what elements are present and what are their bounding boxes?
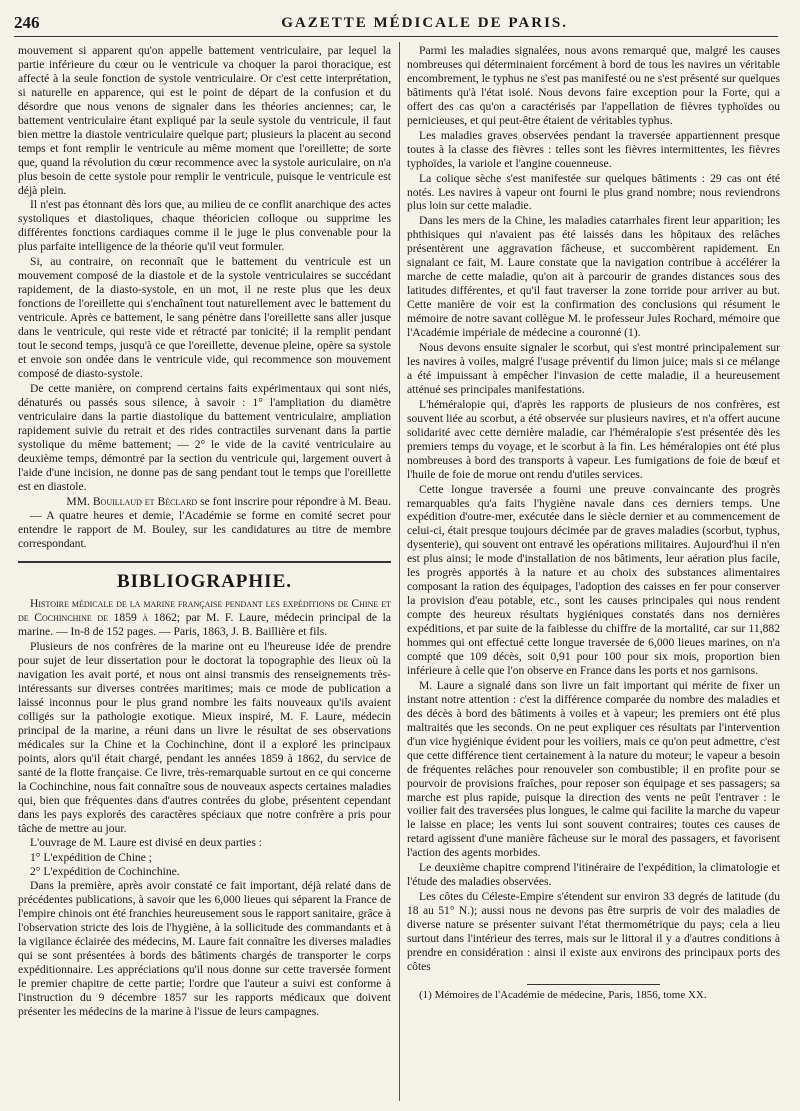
- page-number: 246: [14, 13, 40, 32]
- book-details: par M. F. Laure, médecin principal de la marine. — In-8 de 152 pages. — Paris, 1863, J. B. Baillière et fils.: [18, 611, 391, 639]
- list-item: 2° L'expédition de Cochinchine.: [30, 865, 180, 879]
- paragraph: Parmi les maladies signalées, nous avons remarqué que, malgré les causes nombreuses qui déterminaient forcément à bord de tous les navires un véritable encombrement, le typhus ne s'est pas manifesté ou ne s'est présenté sur quelques bâtiments qu'à l'état isolé. Nous devons faire exception pour la Forte, qui a offert des cas qu'on a caractérisés par l'appellation de fièvres typhoïdes ou pernicieuses, et qui peut-être étaient de véritables typhus.: [407, 44, 780, 127]
- paragraph: Si, au contraire, on reconnaît que le battement du ventricule est un mouvement composé de la diastole et de la systole ventriculaires se succédant rapidement, de la diasto-systole, en un mot, il ne reste plus que les deux fonctions de l'oreillette qui s'enchaînent tout naturellement avec le battement du ventricule. Après ce battement, le sang pénètre dans l'oreillette sans aller jusque dans le ventricule, qui reste vide et rétracté par tonicité; il la remplit pendant tout le second temps, jusqu'à ce que l'oreillette, devenue pleine, opère sa systole et envoie son ondée dans le ventricule vide, qui recommence son mouvement composé de diasto-systole.: [18, 255, 391, 380]
- page-header: [14, 10, 778, 37]
- paragraph: L'ouvrage de M. Laure est divisé en deux parties :: [30, 836, 262, 850]
- paragraph: Les maladies graves observées pendant la traversée appartiennent presque toutes à la classe des fièvres : telles sont les fièvres intermittentes, les fièvres typhoïdes, la variole et l'angine couenneuse.: [407, 128, 780, 170]
- footnote: (1) Mémoires de l'Académie de médecine, Paris, 1856, tome XX.: [419, 988, 707, 1001]
- paragraph: Dans les mers de la Chine, les maladies catarrhales firent leur apparition; les phthisiques qui n'avaient pas été laissés dans les hôpitaux des relâches présentèrent une aggravation fâcheuse, et succombèrent rapidement. En signalant ce fait, M. Laure constate que la navigation contribue à accélérer la marche de cette maladie, qu'on ait à parcourir de grandes distances sous des latitudes différentes, et qu'il faut traverser la zone torride pour arriver au but. Cette manière de voir est la confirmation des conclusions qui résument le mémoire de notre savant collègue M. le professeur Jules Rochard, mémoire que l'Académie impériale de médecine a couronné (1).: [407, 214, 780, 340]
- paragraph: Les côtes du Céleste-Empire s'étendent sur environ 33 degrés de latitude (du 18 au 51° N.); aussi nous ne devons pas être surpris de voir des maladies de diverse nature se présenter suivant l'état thermométrique du pays; cela a lieu surtout dans l'intérieur des terres, mais sur le littoral il y a d'autres conditions à prendre en considération : ainsi il existe aux environs des principaux ports des côtes: [407, 890, 780, 973]
- academy-signature: [18, 495, 391, 509]
- list-item: 1° L'expédition de Chine ;: [30, 851, 152, 865]
- paragraph: L'héméralopie qui, d'après les rapports de plusieurs de nos confrères, est souvent liée au scorbut, a été observée sur plusieurs navires, et n'a offert aucune solidarité avec cette dernière maladie, car l'héméralopie s'est présentée dès les premiers temps du voyage, et le scorbut à la fin. Les héméralopies ont été plus nombreuses à bord des transports à vapeur. Les fumigations de foie de bœuf et l'huile de foie de morue ont rendu d'utiles services.: [407, 397, 780, 481]
- paragraph: Plusieurs de nos confrères de la marine ont eu l'heureuse idée de prendre pour sujet de leur dissertation pour le doctorat la topographie des lieux où la navigation les avait porté, et nous ont ainsi transmis des renseignements très-intéressants sur diverses contrées maritimes; mais ce mode de publication a laissé inconnus pour le plus grand nombre les faits nouveaux qu'ils avaient colligés sur la pathologie exotique. Mieux inspiré, M. F. Laure, médecin principal de la marine, a réuni dans un livre le résultat de ses observations médicales sur la Chine et la Cochinchine, dont il a exploré les principaux points, alors qu'il était chargé, pendant les années 1859 à 1862, du service de santé de la flotte française. Ce livre, très-remarquable surtout en ce qui concerne la Cochinchine, nous fait connaître sous de nouveaux aspects certaines maladies qui, bien que fréquentes dans d'autres contrées du globe, présentent cependant dans les pays explorés des caractères spéciaux que notre confrère a pris pour tâche de mettre au jour.: [18, 640, 391, 835]
- announcement: — A quatre heures et demie, l'Académie se forme en comité secret pour entendre le rapport de M. Bouley, sur les candidatures au titre de membre correspondant.: [18, 509, 391, 551]
- paragraph: Il n'est pas étonnant dès lors que, au milieu de ce conflit anarchique des actes systoliques et diastoliques, chaque théoricien colloque ou supprime les différentes fonctions cardiaques comme il le juge le plus convenable pour la plus parfaite intelligence de la théorie qu'il veut formuler.: [18, 198, 391, 254]
- paragraph: mouvement si apparent qu'on appelle battement ventriculaire, par lequel la partie inférieure du cœur ou le ventricule va choquer la paroi thoracique, est affecté à la seule fonction de systole ventriculaire. Or c'est cette interprétation, si naturelle en apparence, qui est le point de départ de la confusion et du désordre que nous venons de signaler dans les théories anciennes; car, le battement ventriculaire étant expliqué par la seule systole du ventricule, il faut bien mettre la diastole ventriculaire quelque part; plusieurs la placent au second temps et font remplir le ventricule au même moment que l'oreillette; de sorte que, quand la révolution du cœur recommence avec la systole auriculaire, on n'a plus besoin de cette systole pour remplir le ventricule, puisque le ventricule est déjà plein.: [18, 44, 391, 197]
- paragraph: Le deuxième chapitre comprend l'itinéraire de l'expédition, la climatologie et l'étude des maladies observées.: [407, 861, 780, 889]
- column-divider: [399, 42, 400, 1101]
- paragraph: La colique sèche s'est manifestée sur quelques bâtiments : 29 cas ont été notés. Les navires à vapeur ont fourni le plus grand nombre; nous reviendrons plus loin sur cette maladie.: [407, 171, 780, 213]
- left-column: [18, 44, 391, 1101]
- footnote-divider: [527, 984, 660, 985]
- paragraph: M. Laure a signalé dans son livre un fait important qui mérite de fixer un instant notre attention : c'est la différence comparée du nombre des maladies et des décès à bord des bâtiments à voiles et à vapeur; les premiers ont été plus maltraités que les seconds. On ne peut expliquer ces résultats par l'intervention d'un vice hygiénique évident pour les voiliers, mais ce qu'on peut admettre, c'est que cette différence tient certainement à la nature du moteur; le vapeur a besoin de fréquentes relâches pour renouveler son combustible; il en profite pour se pourvoir de provisions fraîches, pour reposer son équipage et ses passagers; sa marche est plus rapide, puisque la direction des vents ne peût l'entraver : le voilier fait des traversées plus longues, le calme qui facilite la marche du vapeur le laisse en place; les vents lui sont souvent contraires; toutes ces causes de retard agissent d'une manière fâcheuse sur le moral des passagers, et favorisent l'action des agents morbides.: [407, 678, 780, 860]
- section-title: BIBLIOGRAPHIE.: [116, 571, 292, 593]
- journal-title: GAZETTE MÉDICALE DE PARIS.: [281, 14, 568, 31]
- signature-names: MM. Bouillaud et Béclard: [66, 494, 198, 508]
- section-divider: [18, 561, 391, 563]
- paragraph: De cette manière, on comprend certains faits expérimentaux qui sont niés, dénaturés ou passés sous silence, à savoir : 1° l'ampliation du diamètre ventriculaire dans la partie diastolique du battement ventriculaire, ampliation rapidement suivie du retrait et des rides contractiles survenant dans la partie systolique du même battement; — 2° le vide de la cavité ventriculaire au deuxième temps, démontré par la section du ventricule qui, largement ouvert à l'aide d'une incision, ne donne pas de sang pendant tout le temps que l'oreillette est en diastole.: [18, 381, 391, 493]
- paragraph: Nous devons ensuite signaler le scorbut, qui s'est montré principalement sur les navires à voiles, malgré l'usage préventif du limon juice; mais si ce mélange a été impuissant à empêcher l'invasion de cette maladie, il a heureusement atténué ses principales manifestations.: [407, 341, 780, 396]
- paragraph: Dans la première, après avoir constaté ce fait important, déjà relaté dans de précédentes publications, à savoir que les 6,000 lieues qui séparent la France de l'empire chinois ont été franchies heureusement sous le rapport sanitaire, grâce à l'observation stricte des lois de l'hygiène, à la sollicitude des commandants et à la vigilance éclairée des médecins, M. Laure fait connaître les diverses maladies qui se sont présentées à bords des bâtiments chargés de transporter le corps expéditionnaire. Les appréciations qu'il nous donne sur cette traversée forment le premier chapitre de cette partie; l'ordre que l'auteur a suivi est conforme à l'instruction du 9 décembre 1857 sur les rapports médicaux que doivent présenter les médecins de la marine à l'issue de leurs campagnes.: [18, 879, 391, 1018]
- paragraph: Cette longue traversée a fourni une preuve convaincante des progrès remarquables qu'a faits l'hygiène navale dans ces derniers temps. Une expédition d'outre-mer, exécutée dans le siècle dernier et au commencement de celui-ci, était presque toujours décimée par de graves maladies (scorbut, typhus, dysenterie), qui souvent ont entravé les opérations militaires. Aujourd'hui il n'en est plus ainsi; le mode d'installation de nos bâtiments, leur aération plus facile, les progrès apportés à la nature et au choix des substances alimentaires composant la ration des équipages, l'adoption des caisses en fer pour conserver la provision d'eau potable, etc., sont les causes principales qui nous rendent compte des heureux résultats hygiéniques constatés dans nos dernières expéditions, et par suite de la faiblesse du chiffre de la mortalité, car sur 11,882 hommes qui ont effectué cette longue traversée de 6,000 lieues marines, on n'a compté que 109 décès, soit 0,91 pour 100 pour six mois, proportion bien inférieure à celle que l'on observe en France dans les ports et nos garnisons.: [407, 482, 780, 677]
- right-column: [407, 44, 780, 1101]
- signature-text: se font inscrire pour répondre à M. Beau.: [197, 494, 391, 508]
- book-title: Histoire médicale de la marine française pendant les expéditions de Chine et de Cochinchine de 1859 à 1862;: [18, 597, 391, 625]
- book-reference: [18, 597, 391, 639]
